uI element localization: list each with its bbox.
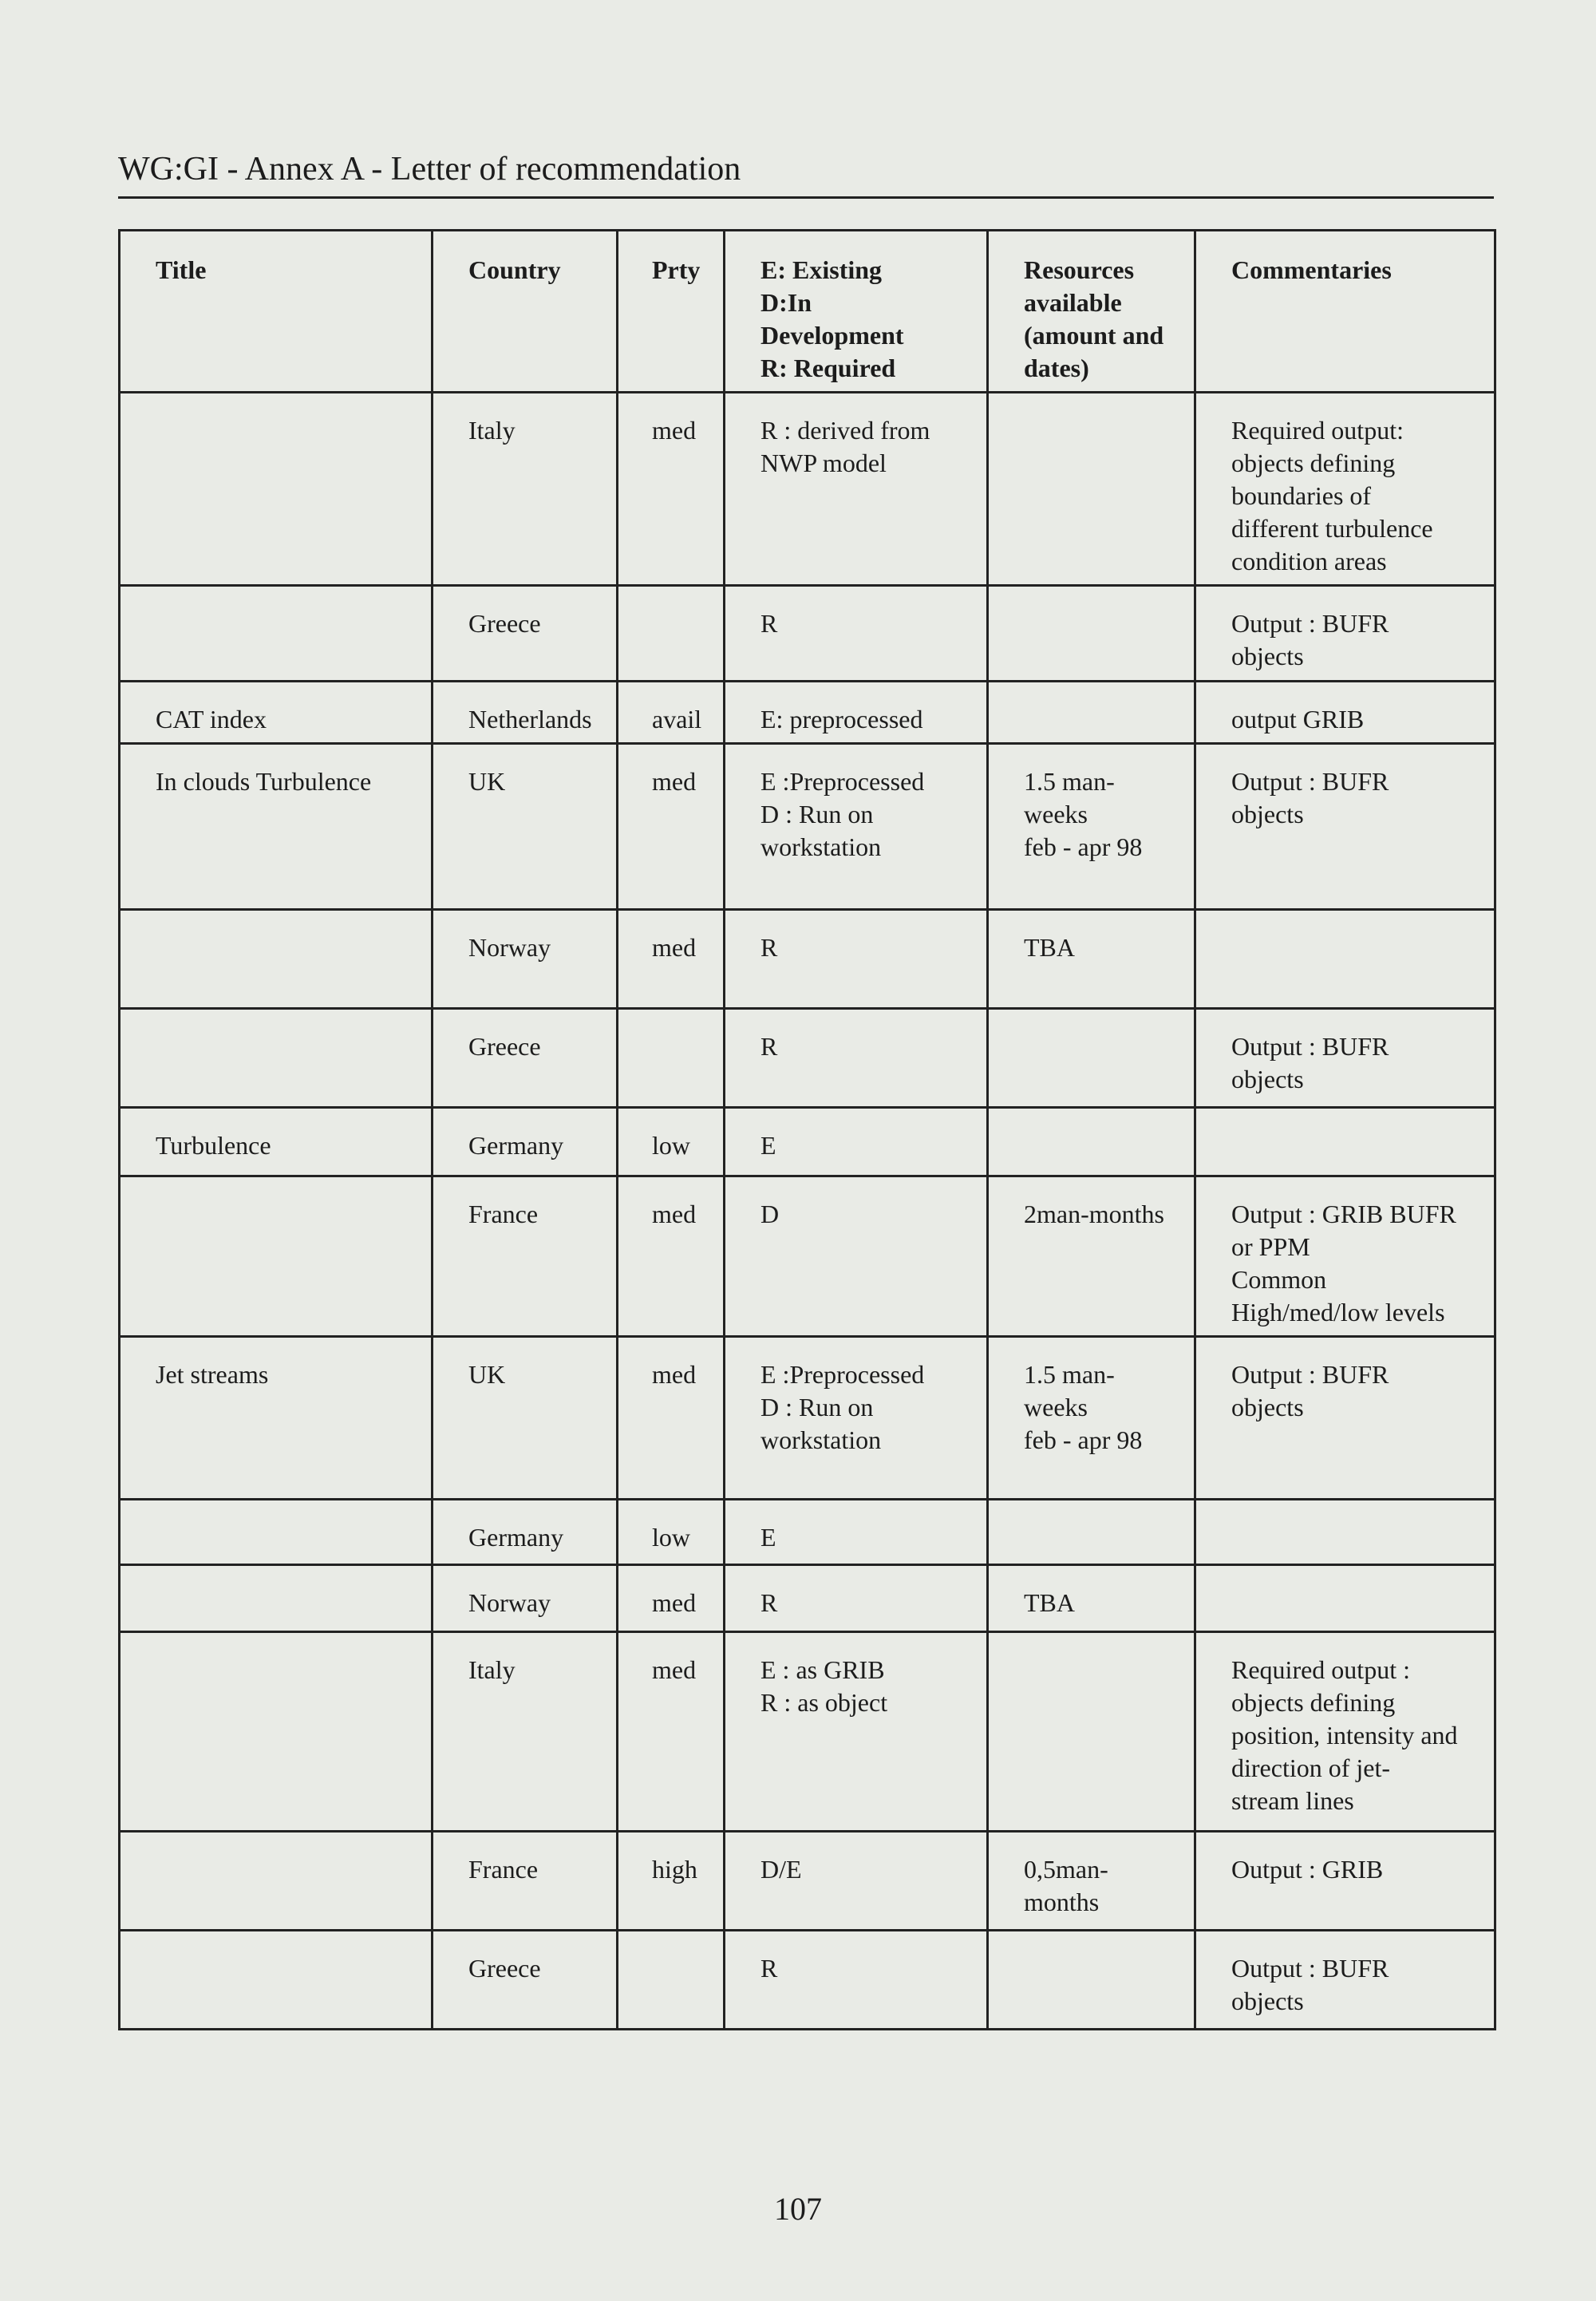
cell-commentaries-text: Output : BUFR objects [1231, 1954, 1389, 2015]
table-row [120, 1632, 1495, 1832]
cell-status-text: E :Preprocessed D : Run on workstation [760, 767, 925, 861]
table-row [120, 1500, 1495, 1565]
cell-status [725, 1632, 988, 1832]
cell-resources-text: TBA [1024, 933, 1075, 962]
cell-country [433, 1108, 618, 1176]
table-row [120, 1009, 1495, 1108]
table-body [120, 393, 1495, 2030]
cell-status [725, 393, 988, 586]
cell-commentaries [1195, 1632, 1495, 1832]
cell-country-text: Norway [468, 933, 551, 962]
cell-prty [618, 910, 725, 1009]
cell-status-text: E : as GRIB R : as object [760, 1655, 888, 1717]
cell-status [725, 1565, 988, 1632]
cell-commentaries [1195, 1176, 1495, 1337]
cell-prty-text: med [652, 416, 697, 445]
cell-title [120, 744, 433, 910]
cell-status [725, 1176, 988, 1337]
cell-country-text: Italy [468, 416, 516, 445]
table-row [120, 393, 1495, 586]
cell-resources [988, 1931, 1195, 2030]
cell-title [120, 1565, 433, 1632]
cell-commentaries-text: Output : BUFR objects [1231, 1032, 1389, 1093]
cell-country [433, 586, 618, 682]
cell-resources-text: TBA [1024, 1588, 1075, 1617]
cell-commentaries [1195, 586, 1495, 682]
cell-country-text: UK [468, 1360, 506, 1389]
cell-commentaries [1195, 1009, 1495, 1108]
table-row [120, 586, 1495, 682]
cell-country-text: Greece [468, 1032, 541, 1061]
cell-prty [618, 393, 725, 586]
cell-country-text: Norway [468, 1588, 551, 1617]
cell-status-text: E :Preprocessed D : Run on workstation [760, 1360, 925, 1454]
cell-prty-text: med [652, 1360, 697, 1389]
cell-title-text: CAT index [156, 705, 267, 733]
cell-country [433, 1009, 618, 1108]
cell-country [433, 1176, 618, 1337]
cell-prty [618, 682, 725, 744]
cell-country-text: Germany [468, 1523, 564, 1552]
cell-commentaries-text: Output : BUFR objects [1231, 1360, 1389, 1421]
cell-commentaries [1195, 1832, 1495, 1931]
cell-status [725, 1009, 988, 1108]
cell-commentaries [1195, 1565, 1495, 1632]
table-row [120, 744, 1495, 910]
cell-title-text: Turbulence [156, 1131, 271, 1160]
cell-country-text: UK [468, 767, 506, 796]
cell-country [433, 744, 618, 910]
cell-title [120, 1108, 433, 1176]
cell-commentaries-text: Output : GRIB [1231, 1855, 1384, 1884]
cell-status [725, 1931, 988, 2030]
table-row [120, 1108, 1495, 1176]
cell-prty-text: med [652, 1588, 697, 1617]
cell-status-text: R [760, 1032, 778, 1061]
cell-commentaries [1195, 682, 1495, 744]
cell-prty-text: low [652, 1523, 690, 1552]
cell-title [120, 1500, 433, 1565]
cell-prty [618, 1931, 725, 2030]
cell-resources-text: 2man-months [1024, 1200, 1164, 1228]
cell-status [725, 1832, 988, 1931]
cell-prty [618, 1337, 725, 1500]
cell-resources [988, 1632, 1195, 1832]
cell-resources [988, 1565, 1195, 1632]
cell-title [120, 586, 433, 682]
cell-resources [988, 586, 1195, 682]
table-row [120, 1176, 1495, 1337]
cell-country [433, 1565, 618, 1632]
cell-prty [618, 1009, 725, 1108]
cell-country [433, 682, 618, 744]
cell-commentaries [1195, 1500, 1495, 1565]
cell-commentaries-text: Output : BUFR objects [1231, 609, 1389, 670]
cell-title [120, 1931, 433, 2030]
cell-status-text: E [760, 1523, 776, 1552]
cell-prty [618, 1500, 725, 1565]
cell-resources [988, 744, 1195, 910]
cell-prty-text: low [652, 1131, 690, 1160]
cell-status-text: R [760, 933, 778, 962]
cell-resources [988, 1176, 1195, 1337]
table-row [120, 682, 1495, 744]
cell-status-text: R [760, 1954, 778, 1983]
cell-prty [618, 586, 725, 682]
cell-status-text: E: preprocessed [760, 705, 923, 733]
cell-status-text: E [760, 1131, 776, 1160]
column-header-commentaries: Commentaries [1195, 231, 1495, 393]
cell-country-text: France [468, 1855, 539, 1884]
cell-prty [618, 1108, 725, 1176]
cell-prty-text: med [652, 1655, 697, 1684]
cell-title [120, 1832, 433, 1931]
cell-prty-text: med [652, 1200, 697, 1228]
cell-commentaries-text: Required output: objects defining boundaries of different turbulence condition areas [1231, 416, 1433, 575]
cell-commentaries [1195, 393, 1495, 586]
cell-title-text: Jet streams [156, 1360, 269, 1389]
cell-title [120, 910, 433, 1009]
cell-resources-text: 1.5 man- weeks feb - apr 98 [1024, 767, 1143, 861]
page-number: 107 [774, 2191, 822, 2227]
table-row [120, 1337, 1495, 1500]
cell-commentaries-text: output GRIB [1231, 705, 1365, 733]
cell-country [433, 393, 618, 586]
cell-status-text: R [760, 609, 778, 638]
column-header-status: E: Existing D:In Development R: Required [725, 231, 988, 393]
cell-title [120, 682, 433, 744]
cell-status-text: D/E [760, 1855, 802, 1884]
cell-commentaries [1195, 744, 1495, 910]
cell-resources [988, 1337, 1195, 1500]
column-header-prty: Prty [618, 231, 725, 393]
cell-prty-text: high [652, 1855, 697, 1884]
cell-resources [988, 1108, 1195, 1176]
cell-resources [988, 1832, 1195, 1931]
cell-title-text: In clouds Turbulence [156, 767, 372, 796]
cell-status-text: R [760, 1588, 778, 1617]
cell-title [120, 1337, 433, 1500]
cell-prty-text: med [652, 767, 697, 796]
cell-country-text: Greece [468, 609, 541, 638]
cell-status [725, 586, 988, 682]
cell-resources [988, 682, 1195, 744]
column-header-country: Country [433, 231, 618, 393]
cell-status-text: D [760, 1200, 780, 1228]
cell-country [433, 1832, 618, 1931]
cell-commentaries [1195, 910, 1495, 1009]
table-row [120, 1931, 1495, 2030]
cell-prty [618, 744, 725, 910]
cell-status-text: R : derived from NWP model [760, 416, 930, 477]
cell-commentaries [1195, 1931, 1495, 2030]
cell-status [725, 1337, 988, 1500]
table-row [120, 910, 1495, 1009]
cell-country-text: Germany [468, 1131, 564, 1160]
table-row [120, 1565, 1495, 1632]
cell-title [120, 1009, 433, 1108]
cell-resources [988, 1500, 1195, 1565]
cell-status [725, 682, 988, 744]
cell-prty [618, 1176, 725, 1337]
cell-prty-text: med [652, 933, 697, 962]
cell-prty [618, 1832, 725, 1931]
cell-country [433, 1931, 618, 2030]
recommendation-table [118, 229, 1496, 2030]
cell-resources [988, 393, 1195, 586]
column-header-title: Title [120, 231, 433, 393]
cell-resources [988, 1009, 1195, 1108]
cell-country-text: Italy [468, 1655, 516, 1684]
cell-commentaries-text: Output : BUFR objects [1231, 767, 1389, 828]
cell-resources [988, 910, 1195, 1009]
cell-commentaries [1195, 1108, 1495, 1176]
cell-resources-text: 1.5 man- weeks feb - apr 98 [1024, 1360, 1143, 1454]
cell-country [433, 1500, 618, 1565]
cell-resources-text: 0,5man- months [1024, 1855, 1108, 1916]
cell-title [120, 393, 433, 586]
cell-country [433, 910, 618, 1009]
cell-prty-text: avail [652, 705, 702, 733]
cell-status [725, 744, 988, 910]
cell-commentaries-text: Output : GRIB BUFR or PPM Common High/med/low levels [1231, 1200, 1456, 1326]
cell-status [725, 1108, 988, 1176]
table-row [120, 1832, 1495, 1931]
page-title: WG:GI - Annex A - Letter of recommendation [118, 148, 1494, 199]
cell-title [120, 1176, 433, 1337]
cell-prty [618, 1565, 725, 1632]
cell-title [120, 1632, 433, 1832]
table-header-row [120, 231, 1495, 393]
cell-country [433, 1632, 618, 1832]
cell-status [725, 1500, 988, 1565]
cell-country [433, 1337, 618, 1500]
cell-country-text: Greece [468, 1954, 541, 1983]
cell-commentaries-text: Required output : objects defining position, intensity and direction of jet- stream lines [1231, 1655, 1458, 1815]
cell-prty [618, 1632, 725, 1832]
cell-country-text: France [468, 1200, 539, 1228]
column-header-resources: Resources available (amount and dates) [988, 231, 1195, 393]
cell-commentaries [1195, 1337, 1495, 1500]
cell-country-text: Netherlands [468, 705, 592, 733]
cell-status [725, 910, 988, 1009]
